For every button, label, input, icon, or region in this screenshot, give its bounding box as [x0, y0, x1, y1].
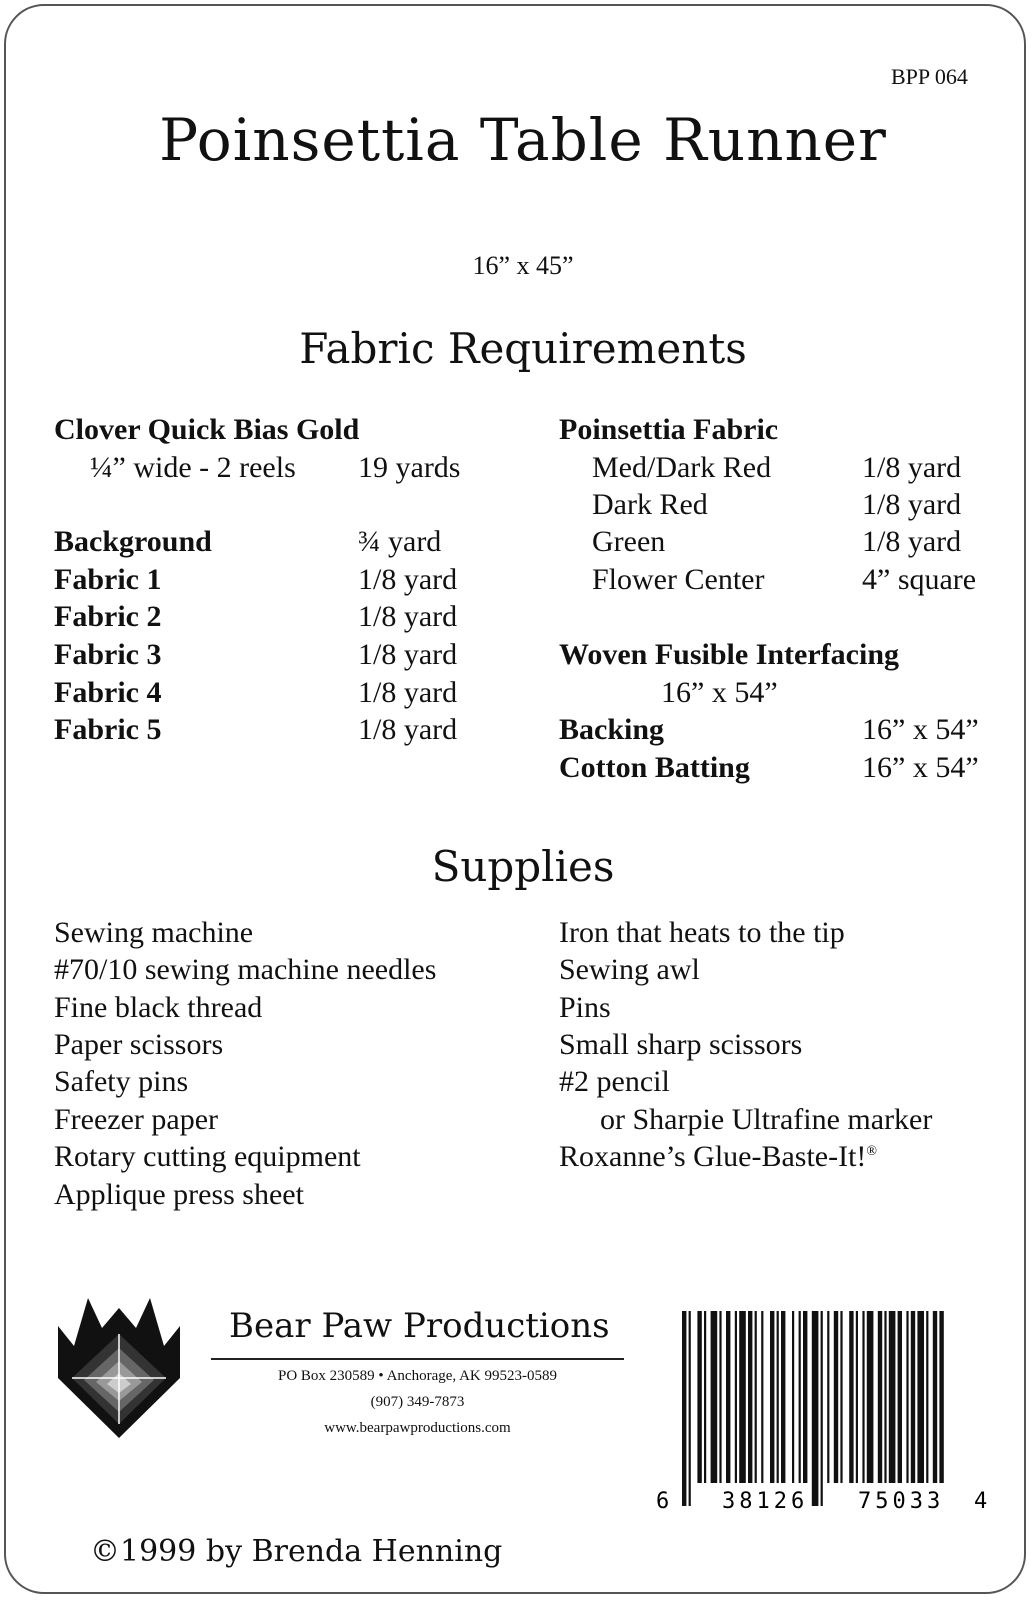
company-divider — [211, 1358, 624, 1360]
fabric-requirements-heading: Fabric Requirements — [299, 324, 747, 373]
company-address: PO Box 230589 • Anchorage, AK 99523-0589 — [278, 1368, 557, 1384]
barcode-bar — [884, 1311, 886, 1483]
copyright: ©1999 by Brenda Henning — [90, 1534, 503, 1569]
company-phone: (907) 349-7873 — [370, 1394, 465, 1410]
poinsettia-item-label: Med/Dark Red — [592, 451, 772, 484]
fabric-item-value: 1/8 yard — [358, 563, 458, 596]
clover-bias-amount: 19 yards — [358, 451, 461, 484]
supply-item: Fine black thread — [54, 991, 263, 1024]
fabric-item-label: Fabric 4 — [54, 676, 162, 709]
fabric-item-label: Fabric 3 — [54, 638, 162, 671]
poinsettia-fabric-heading: Poinsettia Fabric — [559, 413, 779, 446]
barcode-bar — [739, 1311, 746, 1483]
barcode-bar — [827, 1311, 829, 1483]
barcode-bar — [770, 1311, 774, 1483]
barcode-bar — [849, 1311, 853, 1483]
barcode-bar — [781, 1311, 785, 1483]
poinsettia-item-value: 4” square — [862, 563, 977, 596]
fabric-item-value: 1/8 yard — [358, 638, 458, 671]
page-title: Poinsettia Table Runner — [159, 106, 887, 174]
pattern-code: BPP 064 — [891, 64, 968, 89]
barcode-bar — [704, 1311, 706, 1483]
barcode-bar — [933, 1311, 937, 1483]
poinsettia-item-value: 1/8 yard — [862, 525, 962, 558]
supply-item-glue — [559, 1140, 877, 1174]
barcode-bar — [792, 1311, 794, 1483]
fabric-item-value: 1/8 yard — [358, 676, 458, 709]
supply-item: Rotary cutting equipment — [54, 1140, 361, 1173]
barcode-bar — [821, 1311, 823, 1506]
fabric-item-label: Background — [54, 525, 212, 558]
barcode-bar — [856, 1311, 858, 1483]
supply-item: Sewing awl — [559, 953, 700, 986]
poinsettia-item-value: 1/8 yard — [862, 451, 962, 484]
supplies-heading: Supplies — [431, 842, 615, 891]
barcode-icon — [674, 1311, 997, 1511]
poinsettia-item-label: Flower Center — [592, 563, 765, 596]
clover-bias-label: Clover Quick Bias Gold — [54, 413, 360, 446]
fabric-item-value: 1/8 yard — [358, 600, 458, 633]
barcode-bar — [878, 1311, 882, 1483]
barcode-bar — [799, 1311, 801, 1483]
barcode-bar — [689, 1311, 691, 1506]
fabric-item-value: 1/8 yard — [358, 713, 458, 746]
backing-size: 16” x 54” — [862, 713, 979, 746]
supply-item: Applique press sheet — [54, 1178, 304, 1211]
barcode-bar — [926, 1311, 928, 1483]
company-name: Bear Paw Productions — [229, 1306, 610, 1346]
barcode-bar — [939, 1311, 943, 1483]
supply-item: Sewing machine — [54, 916, 254, 949]
barcode-bar — [711, 1311, 718, 1483]
barcode — [656, 1311, 997, 1514]
pattern-card — [4, 4, 1026, 1594]
supply-item: Small sharp scissors — [559, 1028, 803, 1061]
interfacing-size: 16” x 54” — [661, 676, 778, 709]
barcode-bar — [748, 1311, 752, 1483]
barcode-bar — [834, 1311, 838, 1483]
barcode-bar — [777, 1311, 779, 1483]
fabric-item-value: ¾ yard — [358, 525, 442, 558]
barcode-bar — [917, 1311, 924, 1483]
barcode-digit-left: 6 — [656, 1489, 670, 1514]
registered-mark: ® — [866, 1144, 878, 1159]
barcode-bar — [735, 1311, 737, 1483]
batting-size: 16” x 54” — [862, 751, 979, 784]
barcode-bar — [761, 1311, 763, 1483]
finished-size: 16” x 45” — [472, 251, 574, 280]
barcode-bar — [697, 1311, 701, 1483]
fabric-item-label: Fabric 2 — [54, 600, 162, 633]
backing-label: Backing — [559, 713, 665, 746]
barcode-bar — [911, 1311, 915, 1483]
supply-item: Paper scissors — [54, 1028, 224, 1061]
barcode-bar — [889, 1311, 896, 1483]
barcode-bar — [867, 1311, 874, 1483]
poinsettia-item-label: Green — [592, 525, 666, 558]
supply-item: Roxanne’s Glue-Baste-It! — [559, 1140, 867, 1173]
fabric-item-label: Fabric 5 — [54, 713, 162, 746]
barcode-bar — [719, 1311, 721, 1483]
supply-item: Iron that heats to the tip — [559, 916, 845, 949]
barcode-bar — [862, 1311, 864, 1483]
clover-bias-width: ¼” wide - 2 reels — [90, 451, 296, 484]
supply-item: Safety pins — [54, 1065, 189, 1098]
company-website: www.bearpawproductions.com — [324, 1420, 511, 1436]
barcode-bar — [803, 1311, 807, 1483]
barcode-digit-right: 4 — [974, 1489, 988, 1514]
bear-paw-logo — [58, 1298, 180, 1438]
barcode-bar — [840, 1311, 842, 1483]
barcode-group-left: 38126 — [722, 1489, 809, 1514]
barcode-bar — [682, 1311, 686, 1506]
barcode-group-right: 75033 — [858, 1489, 945, 1514]
interfacing-heading: Woven Fusible Interfacing — [559, 638, 900, 671]
supply-item: #70/10 sewing machine needles — [54, 953, 437, 986]
barcode-bar — [726, 1311, 730, 1483]
supply-item: Pins — [559, 991, 611, 1024]
barcode-bar — [755, 1311, 757, 1483]
poinsettia-item-value: 1/8 yard — [862, 488, 962, 521]
supply-item: #2 pencil — [559, 1065, 670, 1098]
fabric-item-label: Fabric 1 — [54, 563, 162, 596]
poinsettia-item-label: Dark Red — [592, 488, 708, 521]
batting-label: Cotton Batting — [559, 751, 750, 784]
supply-item: or Sharpie Ultrafine marker — [600, 1103, 933, 1136]
supply-item: Freezer paper — [54, 1103, 219, 1136]
barcode-bar — [812, 1311, 819, 1506]
barcode-bar — [906, 1311, 908, 1483]
barcode-bar — [898, 1311, 902, 1483]
